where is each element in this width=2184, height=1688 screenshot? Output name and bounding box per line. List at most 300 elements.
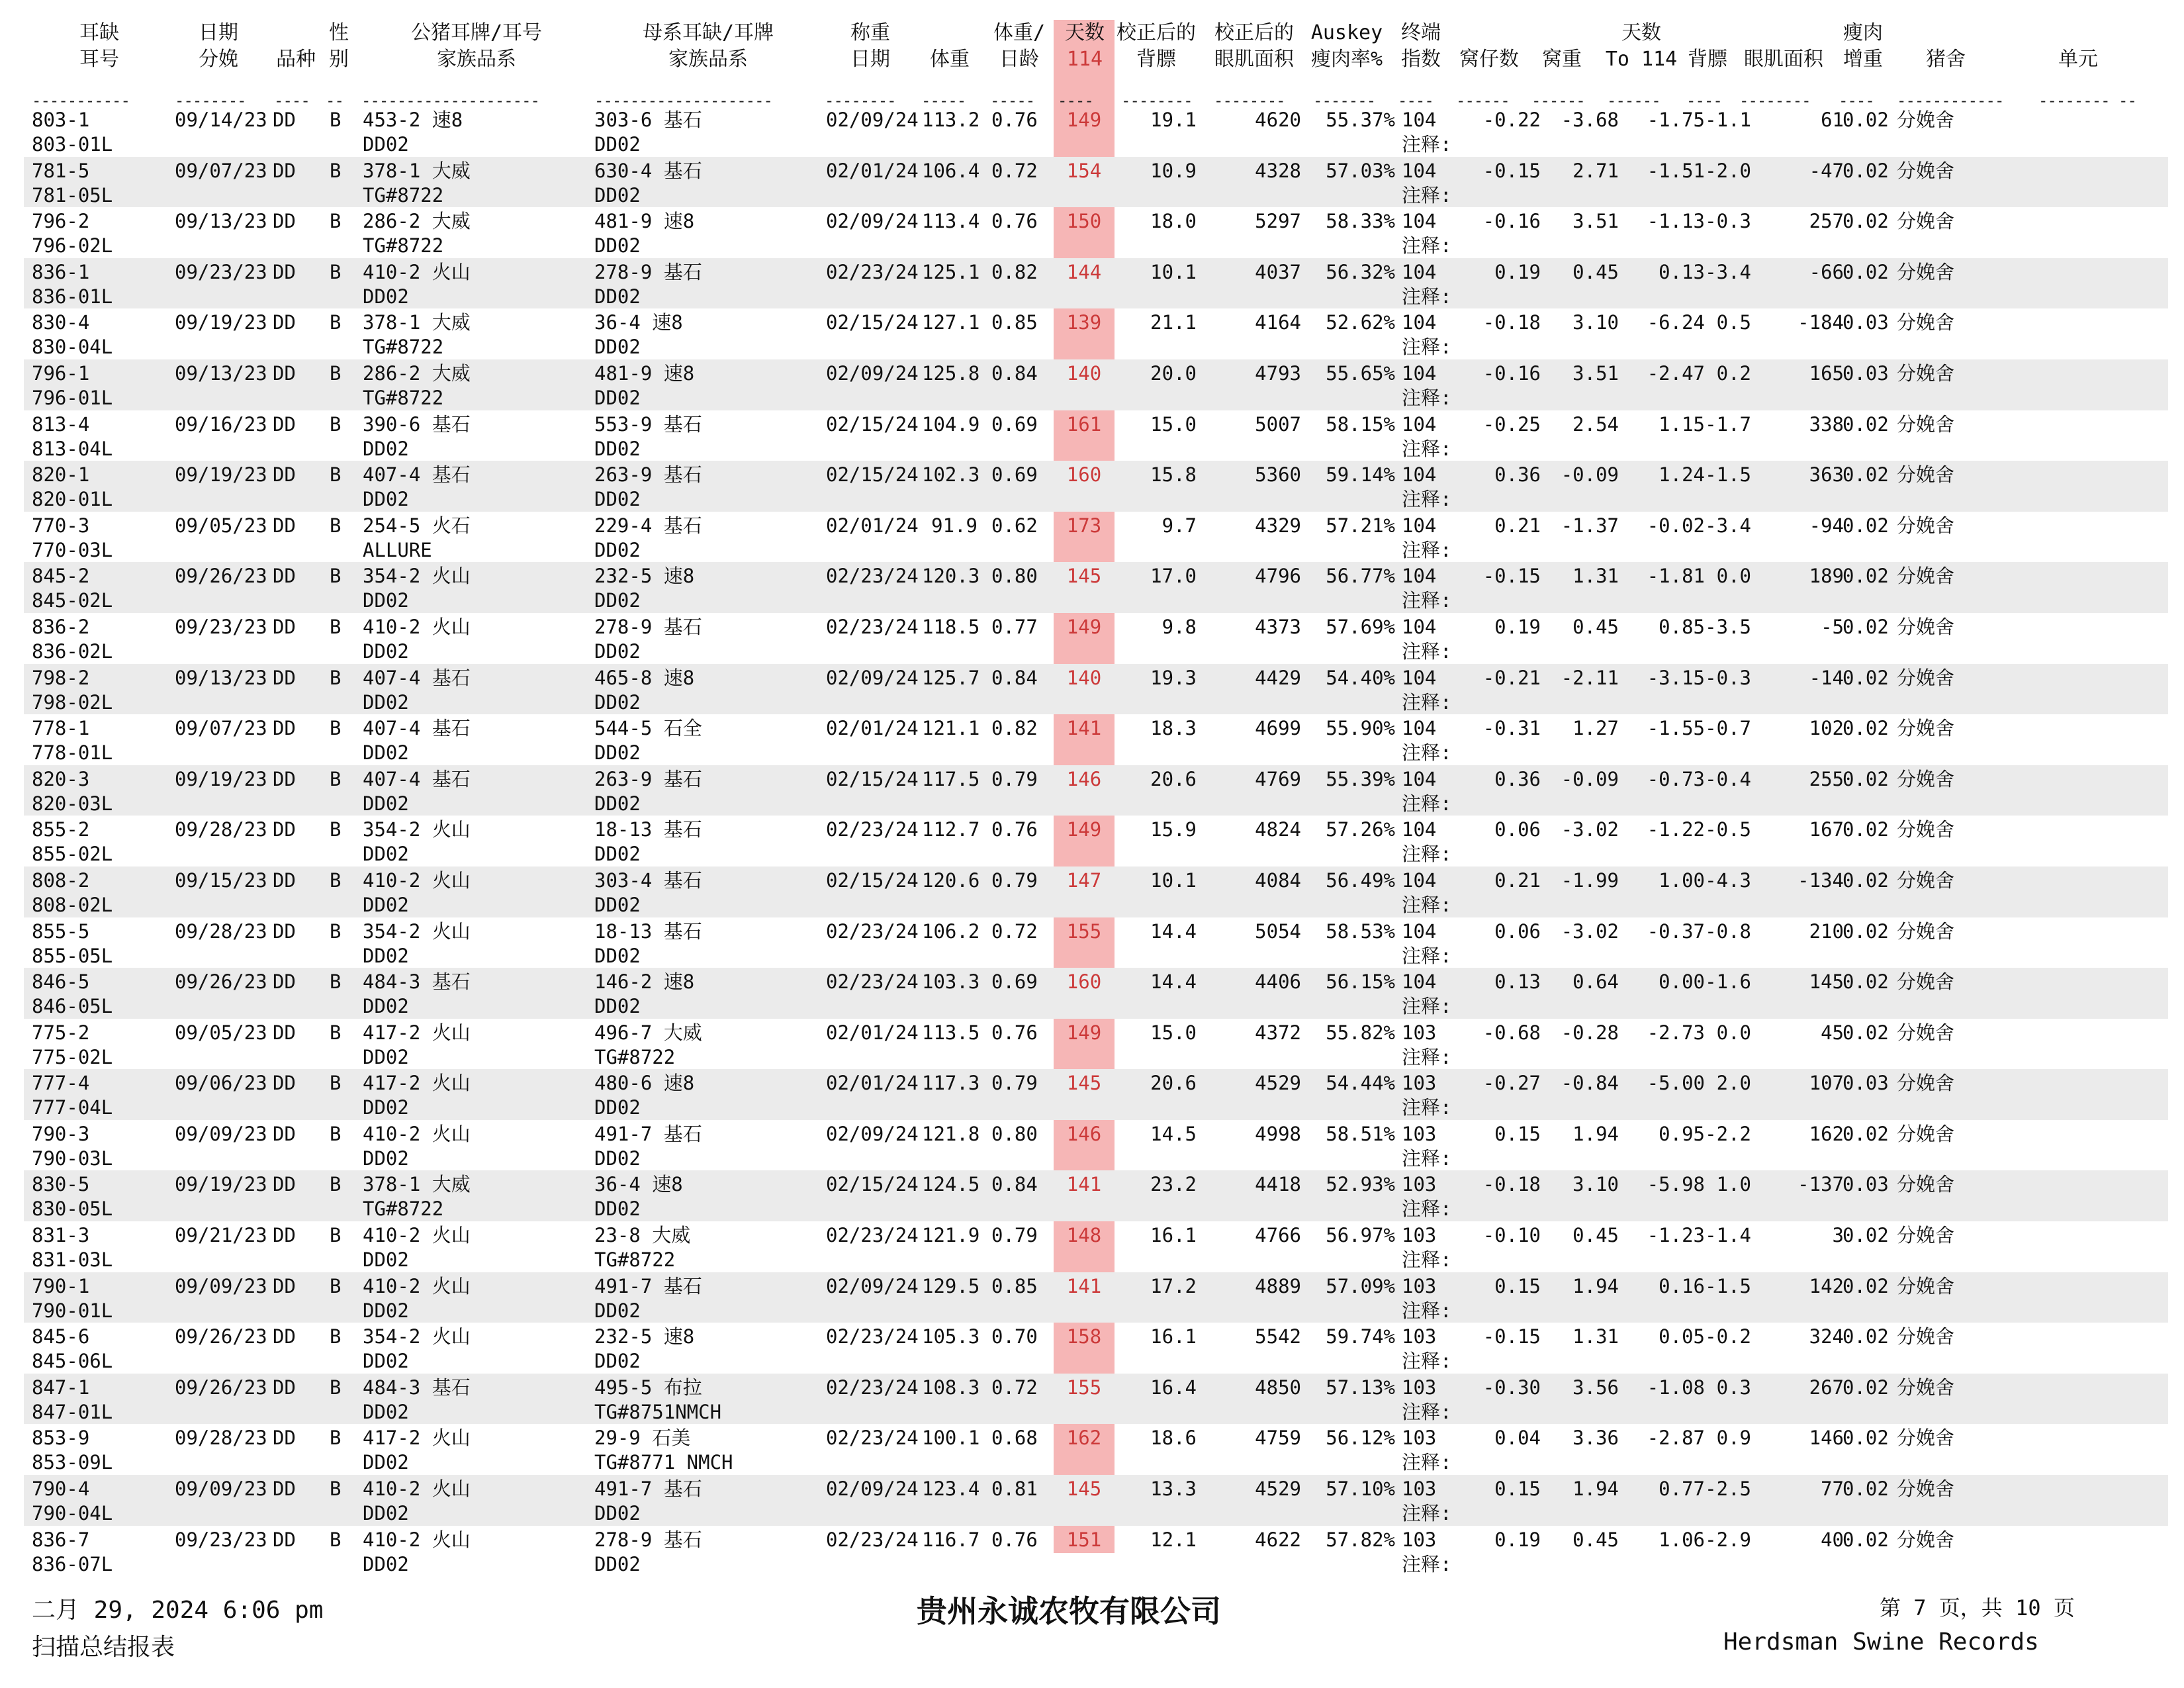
cell-lea: 4766 xyxy=(1255,1224,1301,1247)
cell-days: 154 xyxy=(1066,159,1102,182)
cell-sex: B xyxy=(330,767,341,790)
cell-pen: 分娩舍 xyxy=(1897,463,1955,487)
cell-auskey: 59.74% xyxy=(1326,1325,1395,1348)
cell-days: 150 xyxy=(1066,210,1102,233)
cell-breed: DD xyxy=(273,1528,296,1551)
note-label: 注释: xyxy=(1402,336,1452,359)
cell-bf: 19.3 xyxy=(1150,666,1197,689)
cell-to114: -2.47 xyxy=(1647,361,1705,385)
cell-bf: 10.1 xyxy=(1150,260,1197,283)
cell-litter: -0.22 xyxy=(1482,109,1541,131)
cell-pen: 分娩舍 xyxy=(1897,311,1955,334)
cell-bf2: -1.1 xyxy=(1705,109,1751,131)
cell-dam-line: DD02 xyxy=(594,336,641,359)
cell-sire-line: TG#8722 xyxy=(363,336,444,359)
cell-breed: DD xyxy=(273,1376,296,1399)
cell-days: 160 xyxy=(1066,463,1102,487)
note-label: 注释: xyxy=(1402,1096,1452,1119)
cell-lea2: -14 xyxy=(1809,666,1844,689)
cell-dam: 278-9 基石 xyxy=(594,1528,702,1551)
table-row xyxy=(24,308,2168,359)
cell-term: 104 xyxy=(1402,159,1437,182)
cell-dam-line: DD02 xyxy=(594,944,641,967)
cell-litter: -0.16 xyxy=(1482,361,1541,385)
cell-dam: 491-7 基石 xyxy=(594,1122,702,1145)
header-weigh-date: 称重 日期 xyxy=(850,21,890,71)
header-backfat: 背膘 xyxy=(1688,48,1727,71)
cell-dam-line: DD02 xyxy=(594,386,641,409)
cell-sire-line: DD02 xyxy=(363,1147,409,1170)
cell-bf: 10.9 xyxy=(1150,159,1197,182)
cell-pen: 分娩舍 xyxy=(1897,1427,1955,1450)
cell-breed: DD xyxy=(273,717,296,740)
cell-lea: 4796 xyxy=(1255,565,1301,588)
note-label: 注释: xyxy=(1402,437,1452,460)
note-label: 注释: xyxy=(1402,488,1452,511)
cell-wdate: 02/23/24 xyxy=(826,970,919,994)
cell-dam-line: DD02 xyxy=(594,285,641,308)
cell-days: 141 xyxy=(1066,717,1102,740)
cell-term: 104 xyxy=(1402,615,1437,638)
cell-litterwt: -3.02 xyxy=(1561,818,1619,841)
cell-auskey: 57.09% xyxy=(1326,1274,1395,1297)
note-label: 注释: xyxy=(1402,285,1452,308)
cell-weight: 127.1 xyxy=(922,311,980,334)
cell-date: 09/26/23 xyxy=(175,970,267,994)
cell-auskey: 54.40% xyxy=(1326,666,1395,689)
header-dash: -------- xyxy=(1739,91,1811,110)
cell-lea2: 45 xyxy=(1821,1021,1844,1044)
cell-breed: DD xyxy=(273,1173,296,1196)
cell-lean: 0.02 xyxy=(1843,1325,1889,1348)
cell-litter: 0.06 xyxy=(1494,919,1541,943)
cell-sex: B xyxy=(330,361,341,385)
cell-dam-line: DD02 xyxy=(594,183,641,207)
cell-litterwt: -2.11 xyxy=(1561,666,1619,689)
cell-sire-line: DD02 xyxy=(363,1248,409,1272)
cell-days: 145 xyxy=(1066,1477,1102,1501)
cell-dam: 481-9 速8 xyxy=(594,361,695,385)
cell-tag: 855-02L xyxy=(32,843,113,866)
cell-bf2: 0.9 xyxy=(1716,1427,1751,1450)
cell-weight: 108.3 xyxy=(922,1376,980,1399)
cell-bf2: -2.2 xyxy=(1705,1122,1751,1145)
report-name: 扫描总结报表 xyxy=(32,1634,175,1661)
cell-breed: DD xyxy=(273,615,296,638)
cell-lea: 4998 xyxy=(1255,1122,1301,1145)
cell-sire-line: DD02 xyxy=(363,589,409,612)
header-dash: ------ xyxy=(1607,91,1661,110)
cell-litter: -0.25 xyxy=(1482,412,1541,436)
cell-bf2: -0.5 xyxy=(1705,818,1751,841)
cell-tag: 790-01L xyxy=(32,1299,113,1322)
cell-bf: 12.1 xyxy=(1150,1528,1197,1551)
cell-dam-line: TG#8771 NMCH xyxy=(594,1451,733,1474)
cell-lean: 0.02 xyxy=(1843,1224,1889,1247)
cell-dam: 29-9 石美 xyxy=(594,1427,691,1450)
cell-litterwt: -3.68 xyxy=(1561,109,1619,131)
table-row xyxy=(24,106,2168,157)
cell-sire: 417-2 火山 xyxy=(363,1021,471,1044)
cell-days: 145 xyxy=(1066,1072,1102,1095)
cell-date: 09/09/23 xyxy=(175,1122,267,1145)
cell-lean: 0.02 xyxy=(1843,970,1889,994)
cell-sex: B xyxy=(330,159,341,182)
cell-wtage: 0.77 xyxy=(991,615,1038,638)
cell-breed: DD xyxy=(273,1122,296,1145)
cell-sex: B xyxy=(330,1072,341,1095)
cell-date: 09/19/23 xyxy=(175,1173,267,1196)
cell-ear: 796-2 xyxy=(32,210,90,233)
cell-litter: 0.19 xyxy=(1494,1528,1541,1551)
cell-lean: 0.02 xyxy=(1843,615,1889,638)
cell-sire: 410-2 火山 xyxy=(363,1224,471,1247)
cell-lea: 4889 xyxy=(1255,1274,1301,1297)
cell-bf: 16.1 xyxy=(1150,1325,1197,1348)
cell-ear: 808-2 xyxy=(32,868,90,892)
cell-weight: 116.7 xyxy=(922,1528,980,1551)
cell-weight: 118.5 xyxy=(922,615,980,638)
cell-breed: DD xyxy=(273,159,296,182)
cell-sire: 410-2 火山 xyxy=(363,1122,471,1145)
table-row xyxy=(24,1019,2168,1070)
cell-date: 09/09/23 xyxy=(175,1274,267,1297)
cell-dam-line: DD02 xyxy=(594,1299,641,1322)
cell-litterwt: -3.02 xyxy=(1561,919,1619,943)
cell-weight: 91.9 xyxy=(931,514,978,537)
page-number: 第 7 页，共 10 页 xyxy=(1880,1595,2075,1620)
cell-breed: DD xyxy=(273,463,296,487)
cell-days: 158 xyxy=(1066,1325,1102,1348)
cell-ear: 778-1 xyxy=(32,717,90,740)
cell-litterwt: 3.10 xyxy=(1572,1173,1619,1196)
cell-weight: 120.6 xyxy=(922,868,980,892)
cell-dam: 465-8 速8 xyxy=(594,666,695,689)
cell-ear: 830-4 xyxy=(32,311,90,334)
cell-tag: 830-04L xyxy=(32,336,113,359)
cell-dam: 229-4 基石 xyxy=(594,514,702,537)
cell-sex: B xyxy=(330,463,341,487)
cell-auskey: 58.53% xyxy=(1326,919,1395,943)
cell-to114: -1.23 xyxy=(1647,1224,1705,1247)
cell-ear: 846-5 xyxy=(32,970,90,994)
cell-bf: 21.1 xyxy=(1150,311,1197,334)
cell-date: 09/07/23 xyxy=(175,159,267,182)
cell-lea2: 40 xyxy=(1821,1528,1844,1551)
table-row xyxy=(24,359,2168,410)
cell-sire-line: DD02 xyxy=(363,843,409,866)
cell-dam: 232-5 速8 xyxy=(594,565,695,588)
cell-days: 139 xyxy=(1066,311,1102,334)
cell-litter: -0.21 xyxy=(1482,666,1541,689)
cell-ear: 853-9 xyxy=(32,1427,90,1450)
cell-litter: 0.04 xyxy=(1494,1427,1541,1450)
header-dash: ---- xyxy=(1839,91,1874,110)
cell-term: 104 xyxy=(1402,311,1437,334)
cell-wdate: 02/23/24 xyxy=(826,1427,919,1450)
cell-litterwt: 0.64 xyxy=(1572,970,1619,994)
cell-date: 09/05/23 xyxy=(175,1021,267,1044)
cell-bf: 15.8 xyxy=(1150,463,1197,487)
cell-sex: B xyxy=(330,1173,341,1196)
cell-sire: 410-2 火山 xyxy=(363,615,471,638)
cell-lea: 4372 xyxy=(1255,1021,1301,1044)
cell-ear: 777-4 xyxy=(32,1072,90,1095)
cell-date: 09/26/23 xyxy=(175,1325,267,1348)
cell-pen: 分娩舍 xyxy=(1897,1021,1955,1044)
cell-weight: 104.9 xyxy=(922,412,980,436)
cell-litter: -0.10 xyxy=(1482,1224,1541,1247)
cell-ear: 803-1 xyxy=(32,109,90,131)
cell-bf2: -0.3 xyxy=(1705,210,1751,233)
cell-bf2: -0.8 xyxy=(1705,919,1751,943)
cell-sire-line: DD02 xyxy=(363,690,409,714)
cell-sire-line: DD02 xyxy=(363,639,409,663)
cell-lea2: 146 xyxy=(1809,1427,1844,1450)
header-lean-gain: 瘦肉 增重 xyxy=(1843,21,1883,71)
cell-wtage: 0.76 xyxy=(991,210,1038,233)
cell-auskey: 55.82% xyxy=(1326,1021,1395,1044)
table-row xyxy=(24,664,2168,715)
cell-litter: 0.36 xyxy=(1494,767,1541,790)
cell-term: 103 xyxy=(1402,1173,1437,1196)
cell-wtage: 0.76 xyxy=(991,1528,1038,1551)
cell-wtage: 0.72 xyxy=(991,1376,1038,1399)
cell-tag: 820-01L xyxy=(32,488,113,511)
cell-dam: 278-9 基石 xyxy=(594,615,702,638)
header-sire: 公猪耳牌/耳号 家族品系 xyxy=(410,21,543,71)
cell-bf2: 0.2 xyxy=(1716,361,1751,385)
cell-wdate: 02/15/24 xyxy=(826,463,919,487)
cell-wtage: 0.79 xyxy=(991,767,1038,790)
cell-term: 103 xyxy=(1402,1376,1437,1399)
cell-sex: B xyxy=(330,818,341,841)
cell-auskey: 56.97% xyxy=(1326,1224,1395,1247)
cell-bf: 17.2 xyxy=(1150,1274,1197,1297)
cell-lean: 0.02 xyxy=(1843,514,1889,537)
cell-breed: DD xyxy=(273,1427,296,1450)
cell-bf2: -3.5 xyxy=(1705,615,1751,638)
cell-sire: 407-4 基石 xyxy=(363,666,471,689)
cell-breed: DD xyxy=(273,1021,296,1044)
cell-weight: 124.5 xyxy=(922,1173,980,1196)
cell-litterwt: 3.51 xyxy=(1572,361,1619,385)
cell-sire-line: DD02 xyxy=(363,133,409,156)
note-label: 注释: xyxy=(1402,1299,1452,1322)
cell-to114: -1.75 xyxy=(1647,109,1705,131)
table-row xyxy=(24,258,2168,309)
cell-to114: 0.05 xyxy=(1659,1325,1705,1348)
cell-lean: 0.02 xyxy=(1843,210,1889,233)
cell-wtage: 0.79 xyxy=(991,1224,1038,1247)
cell-sex: B xyxy=(330,514,341,537)
cell-term: 104 xyxy=(1402,868,1437,892)
cell-pen: 分娩舍 xyxy=(1897,565,1955,588)
cell-breed: DD xyxy=(273,1477,296,1501)
cell-dam: 491-7 基石 xyxy=(594,1274,702,1297)
cell-tag: 845-02L xyxy=(32,589,113,612)
cell-wtage: 0.76 xyxy=(991,1021,1038,1044)
cell-days: 147 xyxy=(1066,868,1102,892)
cell-to114: -5.98 xyxy=(1647,1173,1705,1196)
cell-dam: 303-6 基石 xyxy=(594,109,702,131)
cell-days: 155 xyxy=(1066,919,1102,943)
cell-breed: DD xyxy=(273,818,296,841)
cell-sex: B xyxy=(330,666,341,689)
cell-to114: -2.73 xyxy=(1647,1021,1705,1044)
cell-litter: -0.31 xyxy=(1482,717,1541,740)
cell-dam-line: DD02 xyxy=(594,488,641,511)
cell-lea: 4084 xyxy=(1255,868,1301,892)
table-row xyxy=(24,1120,2168,1171)
header-dash: -------- xyxy=(175,91,246,110)
cell-weight: 120.3 xyxy=(922,565,980,588)
cell-to114: 1.15 xyxy=(1659,412,1705,436)
cell-sire: 354-2 火山 xyxy=(363,565,471,588)
cell-lean: 0.02 xyxy=(1843,565,1889,588)
cell-litterwt: 1.94 xyxy=(1572,1274,1619,1297)
cell-sex: B xyxy=(330,565,341,588)
cell-litter: 0.19 xyxy=(1494,615,1541,638)
cell-sex: B xyxy=(330,1224,341,1247)
header-litter-weight: 窝重 xyxy=(1542,48,1582,71)
cell-litterwt: 3.56 xyxy=(1572,1376,1619,1399)
cell-dam-line: DD02 xyxy=(594,792,641,815)
cell-lea2: 189 xyxy=(1809,565,1844,588)
cell-lea2: 267 xyxy=(1809,1376,1844,1399)
cell-bf: 16.4 xyxy=(1150,1376,1197,1399)
table-row xyxy=(24,1424,2168,1475)
cell-litterwt: 2.54 xyxy=(1572,412,1619,436)
cell-ear: 855-5 xyxy=(32,919,90,943)
cell-sire-line: DD02 xyxy=(363,488,409,511)
cell-breed: DD xyxy=(273,109,296,131)
cell-wdate: 02/09/24 xyxy=(826,1122,919,1145)
cell-auskey: 57.82% xyxy=(1326,1528,1395,1551)
cell-litterwt: 0.45 xyxy=(1572,1528,1619,1551)
cell-wtage: 0.80 xyxy=(991,1122,1038,1145)
cell-sire-line: DD02 xyxy=(363,437,409,460)
cell-lea: 4037 xyxy=(1255,260,1301,283)
cell-sire: 484-3 基石 xyxy=(363,1376,471,1399)
cell-lean: 0.02 xyxy=(1843,1427,1889,1450)
cell-sex: B xyxy=(330,1122,341,1145)
cell-wdate: 02/09/24 xyxy=(826,210,919,233)
cell-lean: 0.02 xyxy=(1843,1021,1889,1044)
cell-wtage: 0.69 xyxy=(991,463,1038,487)
cell-litter: 0.15 xyxy=(1494,1274,1541,1297)
cell-tag: 836-07L xyxy=(32,1552,113,1575)
cell-wtage: 0.85 xyxy=(991,311,1038,334)
cell-sire-line: DD02 xyxy=(363,1350,409,1373)
cell-dam: 146-2 速8 xyxy=(594,970,695,994)
header-dash: -------- xyxy=(1121,91,1193,110)
cell-lean: 0.02 xyxy=(1843,412,1889,436)
cell-sire: 410-2 火山 xyxy=(363,1528,471,1551)
cell-pen: 分娩舍 xyxy=(1897,666,1955,689)
table-row xyxy=(24,917,2168,968)
cell-bf: 15.0 xyxy=(1150,412,1197,436)
cell-dam: 544-5 石全 xyxy=(594,717,702,740)
cell-breed: DD xyxy=(273,1224,296,1247)
cell-pen: 分娩舍 xyxy=(1897,412,1955,436)
cell-date: 09/28/23 xyxy=(175,818,267,841)
cell-weight: 103.3 xyxy=(922,970,980,994)
cell-weight: 125.1 xyxy=(922,260,980,283)
cell-sire: 410-2 火山 xyxy=(363,1274,471,1297)
cell-lean: 0.02 xyxy=(1843,1528,1889,1551)
cell-days: 149 xyxy=(1066,1021,1102,1044)
cell-dam: 303-4 基石 xyxy=(594,868,702,892)
cell-sire-line: DD02 xyxy=(363,893,409,916)
table-row xyxy=(24,562,2168,613)
cell-term: 103 xyxy=(1402,1477,1437,1501)
cell-date: 09/13/23 xyxy=(175,210,267,233)
cell-tag: 846-05L xyxy=(32,995,113,1018)
cell-lea: 4759 xyxy=(1255,1427,1301,1450)
cell-litter: 0.06 xyxy=(1494,818,1541,841)
cell-bf2: -3.4 xyxy=(1705,260,1751,283)
cell-lean: 0.02 xyxy=(1843,666,1889,689)
cell-lean: 0.02 xyxy=(1843,1477,1889,1501)
note-label: 注释: xyxy=(1402,741,1452,765)
cell-ear: 836-1 xyxy=(32,260,90,283)
cell-sire-line: DD02 xyxy=(363,285,409,308)
cell-ear: 836-7 xyxy=(32,1528,90,1551)
cell-dam: 495-5 布拉 xyxy=(594,1376,702,1399)
cell-bf: 14.5 xyxy=(1150,1122,1197,1145)
cell-litterwt: 0.45 xyxy=(1572,615,1619,638)
cell-lea: 5054 xyxy=(1255,919,1301,943)
table-row xyxy=(24,461,2168,512)
cell-lea: 4793 xyxy=(1255,361,1301,385)
table-row xyxy=(24,867,2168,917)
cell-days: 173 xyxy=(1066,514,1102,537)
cell-tag: 831-03L xyxy=(32,1248,113,1272)
cell-pen: 分娩舍 xyxy=(1897,717,1955,740)
cell-days: 149 xyxy=(1066,818,1102,841)
cell-tag: 813-04L xyxy=(32,437,113,460)
cell-auskey: 57.10% xyxy=(1326,1477,1395,1501)
cell-lea2: 162 xyxy=(1809,1122,1844,1145)
cell-wdate: 02/23/24 xyxy=(826,1528,919,1551)
cell-lean: 0.03 xyxy=(1843,1072,1889,1095)
cell-to114: 0.85 xyxy=(1659,615,1705,638)
cell-lea: 4699 xyxy=(1255,717,1301,740)
cell-sex: B xyxy=(330,1021,341,1044)
cell-sire: 354-2 火山 xyxy=(363,1325,471,1348)
cell-lea2: -184 xyxy=(1797,311,1844,334)
cell-date: 09/13/23 xyxy=(175,361,267,385)
cell-ear: 790-1 xyxy=(32,1274,90,1297)
cell-sire: 378-1 大威 xyxy=(363,1173,471,1196)
cell-lea2: 107 xyxy=(1809,1072,1844,1095)
cell-bf: 20.6 xyxy=(1150,1072,1197,1095)
cell-weight: 117.5 xyxy=(922,767,980,790)
cell-lea: 4429 xyxy=(1255,666,1301,689)
cell-wtage: 0.82 xyxy=(991,260,1038,283)
header-adj-loin-area: 校正后的 眼肌面积 xyxy=(1214,21,1294,71)
cell-weight: 121.1 xyxy=(922,717,980,740)
cell-weight: 105.3 xyxy=(922,1325,980,1348)
cell-litterwt: 1.31 xyxy=(1572,565,1619,588)
cell-term: 103 xyxy=(1402,1021,1437,1044)
note-label: 注释: xyxy=(1402,589,1452,612)
cell-dam-line: DD02 xyxy=(594,234,641,258)
cell-term: 104 xyxy=(1402,717,1437,740)
cell-days: 145 xyxy=(1066,565,1102,588)
cell-tag: 847-01L xyxy=(32,1400,113,1423)
